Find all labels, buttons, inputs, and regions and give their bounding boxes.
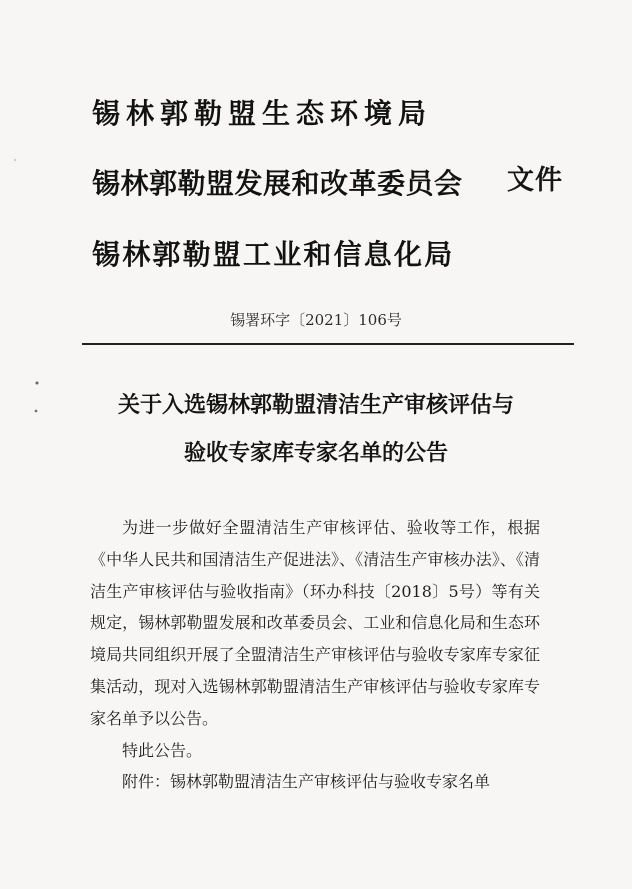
document-body: [90, 512, 540, 798]
closing-line: 特此公告。: [122, 740, 203, 760]
document-number: 锡署环字〔2021〕106号: [230, 311, 402, 329]
issuer-industry-bureau: 锡林郭勒盟工业和信息化局: [92, 238, 455, 271]
attachment-line: 附件：锡林郭勒盟清洁生产审核评估与验收专家名单: [122, 772, 491, 792]
issuer-development-commission: 锡林郭勒盟发展和改革委员会: [92, 167, 463, 200]
document-mark: 文件: [507, 165, 563, 196]
title-line-2: 验收专家库专家名单的公告: [183, 440, 448, 466]
scan-speck: [14, 159, 16, 161]
scan-speck: [36, 382, 39, 385]
issuer-ecology-bureau: 锡林郭勒盟生态环境局: [92, 97, 433, 130]
body-paragraph: 为进一步做好全盟清洁生产审核评估、验收等工作，根据《中华人民共和国清洁生产促进法》、《清洁生产审核办法》、《清洁生产审核评估与验收指南》（环办科技〔2018〕5号）等有关规定，锡林郭勒盟发展和改革委员会、工业和信息化局和生态环境局共同组织开展了全盟清洁生产审核评估与验收专家库专家征集活动，现对入选锡林郭勒盟清洁生产审核评估与验收专家库专家名单予以公告。: [90, 518, 540, 728]
header-divider: [82, 343, 574, 345]
title-line-1: 关于入选锡林郭勒盟清洁生产审核评估与: [117, 392, 514, 418]
